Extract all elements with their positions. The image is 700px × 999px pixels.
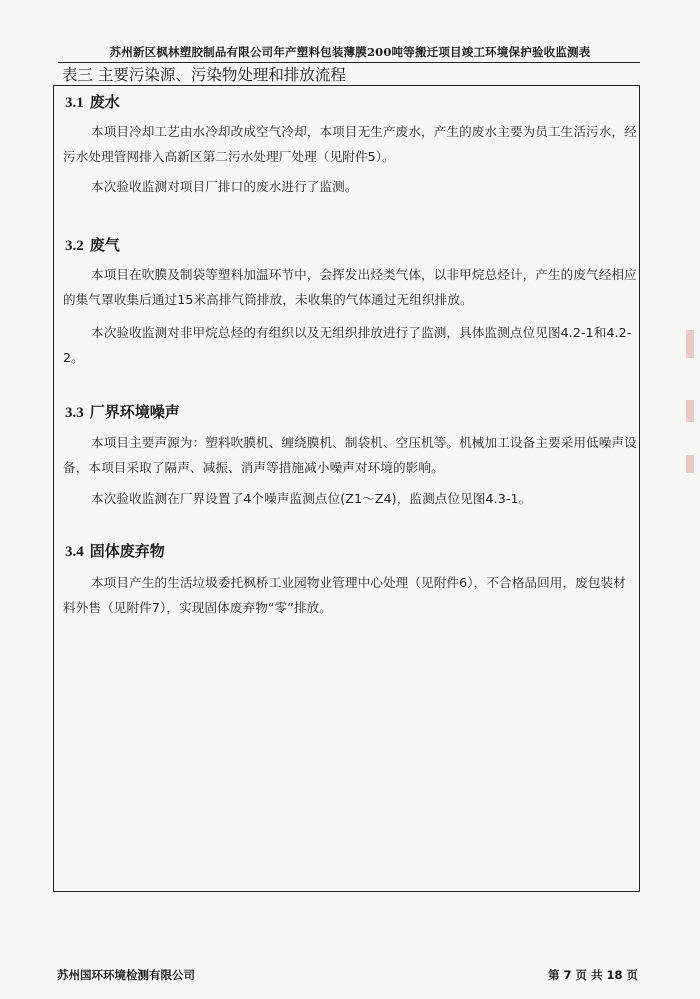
footer-company: 苏州国环环境检测有限公司 [57,968,195,982]
section-number: 3.2 [65,238,84,254]
section-heading-exhaust-gas [65,234,120,255]
paragraph: 本次验收监测对项目厂排口的废水进行了监测。 [91,179,358,194]
stamp-trace [686,455,694,473]
paragraph: 本次验收监测对非甲烷总烃的有组织以及无组织排放进行了监测，具体监测点位见图4.2-1和4.2-2。 [63,325,632,365]
section-heading-wastewater [65,91,120,112]
paragraph: 本项目在吹膜及制袋等塑料加温环节中，会挥发出烃类气体，以非甲烷总烃计，产生的废气经相应的集气罩收集后通过15米高排气筒排放，未收集的气体通过无组织排放。 [63,267,637,307]
section-title: 厂界环境噪声 [89,403,180,421]
footer-page-number: 第 7 页 共 18 页 [548,968,639,982]
table-title: 表三 主要污染源、污染物处理和排放流程 [62,66,346,84]
stamp-trace [686,400,694,422]
section-heading-solid-waste [65,540,165,561]
section-heading-noise [65,401,180,422]
stamp-trace [686,330,694,358]
section-title: 废水 [89,93,120,111]
section-number: 3.4 [65,544,84,560]
section-title: 固体废弃物 [89,542,165,560]
section-number: 3.3 [65,405,84,421]
paragraph: 本次验收监测在厂界设置了4个噪声监测点位(Z1～Z4)，监测点位见图4.3-1。 [91,491,532,506]
paragraph: 本项目冷却工艺由水冷却改成空气冷却，本项目无生产废水，产生的废水主要为员工生活污水，经污水处理管网排入高新区第二污水处理厂处理（见附件5）。 [63,124,637,164]
document-header-title: 苏州新区枫林塑胶制品有限公司年产塑料包装薄膜200吨等搬迁项目竣工环境保护验收监测表 [109,45,591,59]
section-title: 废气 [89,236,120,254]
paragraph: 本项目产生的生活垃圾委托枫桥工业园物业管理中心处理（见附件6），不合格品回用，废包装材料外售（见附件7），实现固体废弃物“零”排放。 [63,575,626,615]
section-number: 3.1 [65,95,84,111]
paragraph: 本项目主要声源为：塑料吹膜机、缠绕膜机、制袋机、空压机等。机械加工设备主要采用低噪声设备，本项目采取了隔声、减振、消声等措施减小噪声对环境的影响。 [63,435,637,475]
